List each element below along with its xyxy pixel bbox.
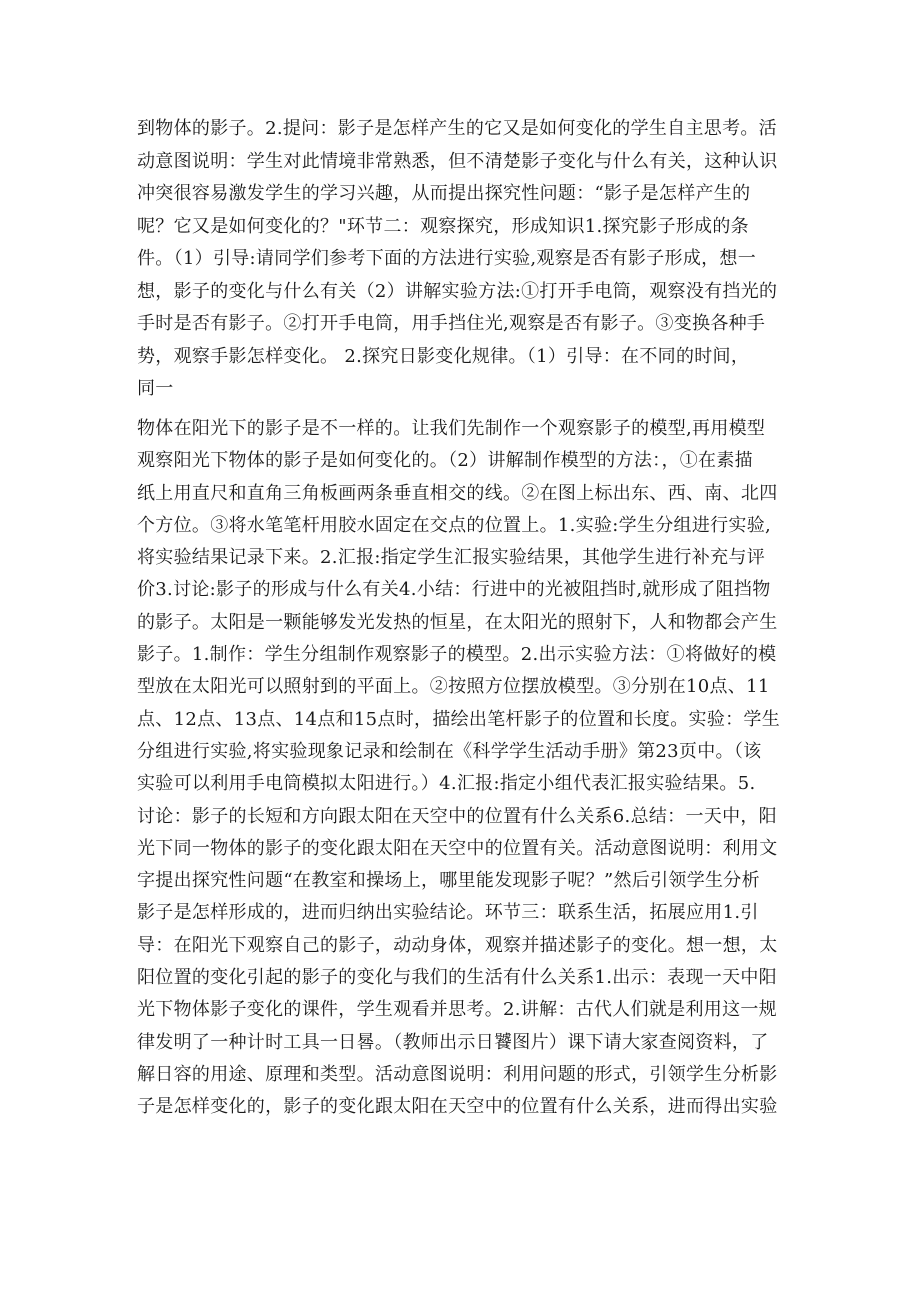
text-line: 纸上用直尺和直角三角板画两条垂直相交的线。②在图上标出东、西、南、北四 — [137, 482, 778, 504]
text-line: 呢？它又是如何变化的？"环节二：观察探究，形成知识1.探究影子形成的条 — [137, 215, 749, 237]
paragraph-block-1 — [137, 113, 787, 406]
text-line: 件。（1）引导:请同学们参考下面的方法进行实验,观察是否有影子形成，想一 — [137, 248, 757, 269]
text-line: 冲突很容易激发学生的学习兴趣，从而提出探究性问题：“影子是怎样产生的 — [137, 183, 751, 204]
paragraph-block-2 — [137, 413, 787, 1124]
text-line: 字提出探究性问题“在教室和操场上，哪里能发现影子呢？”然后引领学生分析 — [137, 870, 760, 892]
text-line: 点、12点、13点、14点和15点时，描绘出笔杆影子的位置和长度。实验：学生 — [137, 708, 781, 730]
text-line: 同一 — [137, 378, 174, 399]
text-line: 势，观察手影怎样变化。 2.探究日影变化规律。（1）引导：在不同的时间， — [137, 345, 750, 367]
text-line: 动意图说明：学生对此情境非常熟悉，但不清楚影子变化与什么有关，这种认识 — [137, 150, 778, 172]
text-line: 分组进行实验,将实验现象记录和绘制在《科学学生活动手册》第23页中。（该 — [137, 740, 762, 762]
text-line: 影子是怎样形成的，进而归纳出实验结论。环节三：联系生活，拓展应用1.引 — [137, 902, 759, 924]
text-line: 讨论：影子的长短和方向跟太阳在天空中的位置有什么关系6.总结：一天中，阳 — [137, 805, 777, 827]
text-line: 影子。1.制作：学生分组制作观察影子的模型。2.出示实验方法：①将做好的模 — [137, 644, 777, 666]
text-line: 实验可以利用手电筒模拟太阳进行。）4.汇报:指定小组代表汇报实验结果。5. — [137, 773, 756, 795]
text-line: 光下同一物体的影子的变化跟太阳在天空中的位置有关。活动意图说明：利用文 — [137, 837, 778, 859]
text-line: 价3.讨论:影子的形成与什么有关4.小结：行进中的光被阻挡时,就形成了阻挡物 — [137, 579, 771, 601]
text-line: 律发明了一种计时工具一日晷。（教师出示日饕图片）课下请大家查阅资料，了 — [137, 1031, 769, 1053]
text-line: 物体在阳光下的影子是不一样的。让我们先制作一个观察影子的模型,再用模型 — [137, 418, 766, 439]
text-line: 想，影子的变化与什么有关（2）讲解实验方法:①打开手电筒，观察没有挡光的 — [137, 280, 778, 302]
text-line: 型放在太阳光可以照射到的平面上。②按照方位摆放模型。③分别在10点、11 — [137, 676, 770, 698]
text-line: 将实验结果记录下来。2.汇报:指定学生汇报实验结果，其他学生进行补充与评 — [137, 547, 766, 569]
text-line: 的影子。太阳是一颗能够发光发热的恒星，在太阳光的照射下，人和物都会产生 — [137, 611, 778, 633]
text-line: 解日容的用途、原理和类型。活动意图说明：利用问题的形式，引领学生分析影 — [137, 1063, 778, 1085]
text-line: 导：在阳光下观察自己的影子，动动身体，观察并描述影子的变化。想一想，太 — [137, 934, 778, 956]
text-line: 子是怎样变化的，影子的变化跟太阳在天空中的位置有什么关系，进而得出实验 — [137, 1096, 778, 1118]
text-line: 到物体的影子。2.提问：影子是怎样产生的它又是如何变化的学生自主思考。活 — [137, 118, 777, 139]
text-line: 光下物体影子变化的课件，学生观看并思考。2.讲解：古代人们就是利用这一规 — [137, 999, 777, 1021]
text-line: 手时是否有影子。②打开手电筒，用手挡住光,观察是否有影子。③变换各种手 — [137, 313, 766, 334]
text-line: 观察阳光下物体的影子是如何变化的。（2）讲解制作模型的方法：，①在素描 — [137, 450, 753, 472]
text-line: 阳位置的变化引起的影子的变化与我们的生活有什么关系1.出示：表现一天中阳 — [137, 967, 777, 989]
text-line: 个方位。③将水笔笔杆用胶水固定在交点的位置上。1.实验:学生分组进行实验, — [137, 514, 772, 536]
